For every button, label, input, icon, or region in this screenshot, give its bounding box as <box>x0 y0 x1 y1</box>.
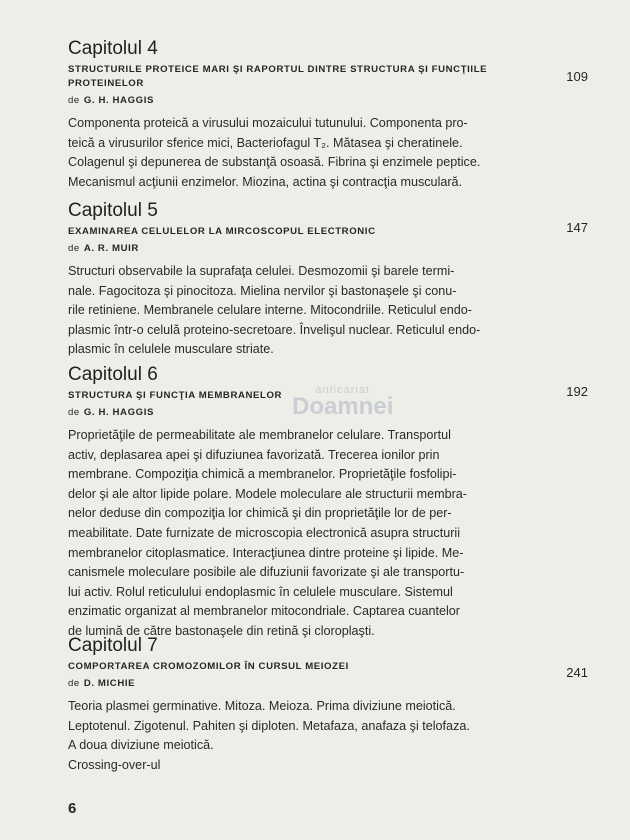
summary-line: de lumină de către bastonaşele din retină şi cloroplaşti. <box>68 623 375 638</box>
watermark-line1: anticariat <box>315 384 370 396</box>
author-name: G. H. HAGGIS <box>83 95 154 106</box>
summary-line: lui activ. Rolul reticulului endoplasmic în celulele musculare. Sistemul <box>68 584 453 599</box>
chapter-page-number: 147 <box>566 220 588 235</box>
chapter-summary <box>68 262 586 360</box>
chapter-5 <box>68 200 588 360</box>
author-prefix: de <box>68 95 80 106</box>
chapter-page-number: 109 <box>566 69 588 84</box>
chapter-summary <box>68 114 586 192</box>
author-name: A. R. MUIR <box>83 243 139 254</box>
chapter-title: Capitolul 7 <box>68 635 158 656</box>
summary-line: Leptotenul. Zigotenul. Pahiten şi diploten. Metafaza, anafaza şi telofaza. <box>68 718 470 733</box>
summary-line: enzimatic organizat al membranelor mitocondriale. Captarea cuantelor <box>68 604 460 619</box>
summary-line: activ, deplasarea apei şi difuziunea favorizată. Trecerea ionilor prin <box>68 447 440 462</box>
summary-line: delor şi ale altor lipide polare. Modele moleculare ale structurii membra- <box>68 486 467 501</box>
summary-line: nale. Fagocitoza şi pinocitoza. Mielina nervilor şi bastonaşele şi conu- <box>68 283 457 298</box>
page-number: 6 <box>68 800 77 817</box>
chapter-author <box>68 678 588 689</box>
summary-line: plasmic într-o celulă proteino-secretoare. Învelişul nuclear. Reticulul endo- <box>68 322 481 337</box>
chapter-author <box>68 407 588 418</box>
chapter-title: Capitolul 6 <box>68 364 158 385</box>
summary-line: membranelor citoplasmatice. Interacţiunea dintre proteine şi lipide. Me- <box>68 545 464 560</box>
chapter-4 <box>68 38 588 192</box>
chapter-title: Capitolul 5 <box>68 200 158 221</box>
author-prefix: de <box>68 678 80 689</box>
summary-line: canismele moleculare posibile ale difuziunii favorizate şi ale transportu- <box>68 565 465 580</box>
author-prefix: de <box>68 407 80 418</box>
chapter-summary <box>68 697 586 775</box>
chapter-heading: EXAMINAREA CELULELOR LA MIRCOSCOPUL ELECTRONIC <box>68 226 376 237</box>
chapter-heading: STRUCTURILE PROTEICE MARI ŞI RAPORTUL DINTRE STRUCTURA ŞI FUNCŢIILE PROTEINELOR <box>68 64 488 89</box>
author-name: D. MICHIE <box>83 678 136 689</box>
summary-line: Mecanismul acţiunii enzimelor. Miozina, actina şi contracţia musculară. <box>68 174 463 189</box>
chapter-author <box>68 243 588 254</box>
summary-line: Colagenul şi depunerea de substanţă osoasă. Fibrina şi enzimele peptice. <box>68 155 481 170</box>
summary-line: A doua diviziune meiotică. <box>68 738 214 753</box>
chapter-7 <box>68 635 588 775</box>
chapter-author <box>68 95 588 106</box>
summary-line: Structuri observabile la suprafaţa celulei. Desmozomii şi barele termi- <box>68 264 455 278</box>
summary-line: Teoria plasmei germinative. Mitoza. Meioza. Prima diviziune meiotică. <box>68 699 456 713</box>
chapter-page-number: 241 <box>566 665 588 680</box>
summary-line: membrane. Compoziţia chimică a membranelor. Proprietăţile fosfolipi- <box>68 467 457 482</box>
summary-line: plasmic în celulele musculare striate. <box>68 342 274 357</box>
chapter-6 <box>68 364 588 642</box>
chapter-page-number: 192 <box>566 384 588 399</box>
chapter-title: Capitolul 4 <box>68 38 158 59</box>
chapter-heading: STRUCTURA ŞI FUNCŢIA MEMBRANELOR <box>68 390 283 401</box>
summary-line: teică a virusurilor sferice mici, Bacteriofagul T₂. Mătasea şi cheratinele. <box>68 135 463 150</box>
chapter-heading: COMPORTAREA CROMOZOMILOR ÎN CURSUL MEIOZEI <box>68 661 349 672</box>
chapter-summary <box>68 426 586 642</box>
summary-line: nelor deduse din compoziţia lor chimică şi din proprietăţile lor de per- <box>68 506 452 521</box>
author-prefix: de <box>68 243 80 254</box>
summary-line: rile retiniene. Membranele celulare interne. Mitocondriile. Reticulul endo- <box>68 303 472 318</box>
author-name: G. H. HAGGIS <box>83 407 154 418</box>
summary-line: meabilitate. Date furnizate de microscopia electronică asupra structurii <box>68 525 460 540</box>
summary-line: Componenta proteică a virusului mozaicului tutunului. Componenta pro- <box>68 116 468 130</box>
summary-line: Crossing-over-ul <box>68 757 161 772</box>
watermark-line2: Doamnei <box>292 393 394 420</box>
summary-line: Proprietăţile de permeabilitate ale membranelor celulare. Transportul <box>68 428 451 442</box>
